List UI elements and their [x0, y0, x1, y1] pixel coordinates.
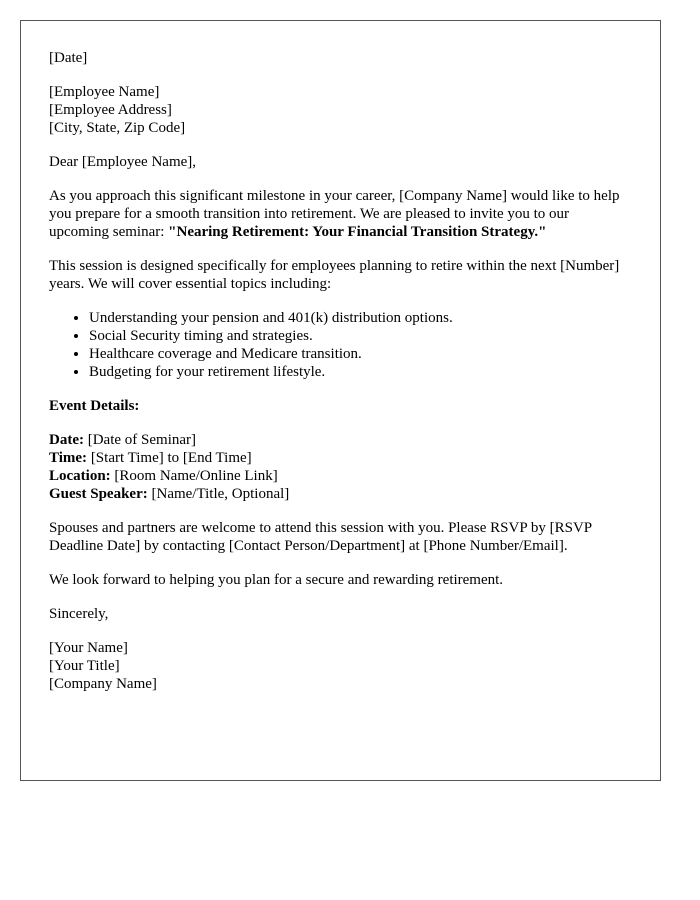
event-details-heading: Event Details: — [49, 398, 140, 414]
recipient-block — [49, 83, 632, 137]
recipient-name: [Employee Name] — [49, 84, 160, 100]
event-location-line — [49, 467, 632, 485]
salutation: Dear [Employee Name], — [49, 154, 197, 170]
letter-document — [20, 20, 661, 781]
list-item: • Healthcare coverage and Medicare transition. — [89, 345, 632, 363]
signature-title: [Your Title] — [49, 658, 120, 674]
event-location-value: [Room Name/Online Link] — [110, 468, 278, 484]
rsvp-paragraph: Spouses and partners are welcome to attend this session with you. Please RSVP by [RSVP Deadline Date] by contacting [Contact Person/Department] at [Phone Number/Email]. — [49, 520, 592, 554]
topics-list — [49, 309, 632, 381]
date-line: [Date] — [49, 50, 88, 66]
event-speaker-label: Guest Speaker: — [49, 486, 148, 502]
closing-paragraph: We look forward to helping you plan for a secure and rewarding retirement. — [49, 572, 504, 588]
event-date-label: Date: — [49, 432, 84, 448]
list-item: • Understanding your pension and 401(k) distribution options. — [89, 309, 632, 327]
intro-paragraph — [49, 187, 632, 241]
session-paragraph: This session is designed specifically for employees planning to retire within the next [Number] years. We will cover essential topics including: — [49, 258, 620, 292]
event-speaker-value: [Name/Title, Optional] — [147, 486, 290, 502]
event-details-block — [49, 431, 632, 503]
event-time-label: Time: — [49, 450, 88, 466]
event-speaker-line — [49, 485, 632, 503]
event-location-label: Location: — [49, 468, 111, 484]
list-item: • Budgeting for your retirement lifestyle. — [89, 363, 632, 381]
event-time-line — [49, 449, 632, 467]
recipient-city-state-zip: [City, State, Zip Code] — [49, 120, 186, 136]
sign-off: Sincerely, — [49, 606, 109, 622]
event-date-line — [49, 431, 632, 449]
recipient-address: [Employee Address] — [49, 102, 172, 118]
intro-text: As you approach this significant milestone in your career, [Company Name] would like to help you prepare for a smooth transition into retirement. We are pleased to invite you to our upcoming seminar: — [49, 188, 620, 240]
event-date-value: [Date of Seminar] — [83, 432, 197, 448]
signature-company: [Company Name] — [49, 676, 157, 692]
event-time-value: [Start Time] to [End Time] — [87, 450, 252, 466]
signature-name: [Your Name] — [49, 640, 128, 656]
signature-block — [49, 639, 632, 693]
list-item: • Social Security timing and strategies. — [89, 327, 632, 345]
seminar-title: "Nearing Retirement: Your Financial Transition Strategy." — [168, 224, 547, 240]
